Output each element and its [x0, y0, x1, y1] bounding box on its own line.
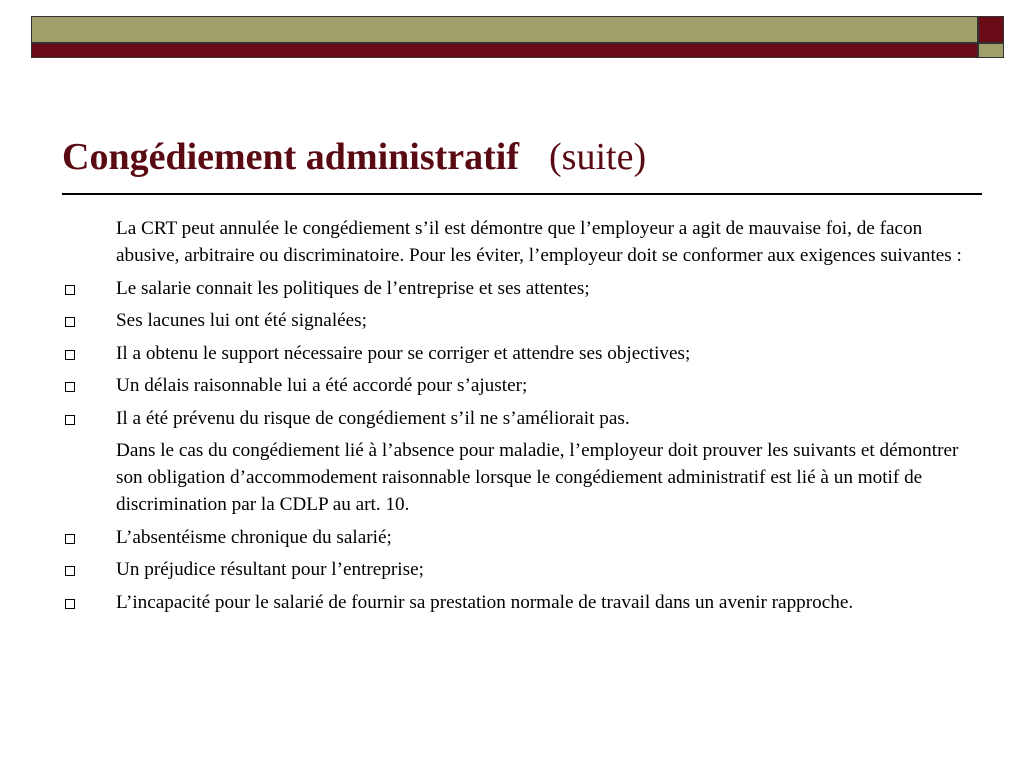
- bullet-item: [60, 275, 965, 302]
- header-maroon-bar: [31, 43, 978, 58]
- paragraph-item: [60, 437, 965, 518]
- item-text: Ses lacunes lui ont été signalées;: [116, 310, 367, 331]
- bullet-item: [60, 556, 965, 583]
- hollow-square-bullet-icon: [65, 534, 75, 544]
- title-divider: [62, 193, 982, 195]
- slide-title-main: Congédiement administratif: [62, 136, 520, 178]
- bullet-item: [60, 589, 965, 616]
- bullet-item: [60, 307, 965, 334]
- item-text: Un préjudice résultant pour l’entreprise;: [116, 559, 424, 580]
- hollow-square-bullet-icon: [65, 285, 75, 295]
- bullet-item: [60, 372, 965, 399]
- item-text: Un délais raisonnable lui a été accordé pour s’ajuster;: [116, 375, 528, 396]
- hollow-square-bullet-icon: [65, 317, 75, 327]
- item-text: Il a été prévenu du risque de congédiement s’il ne s’améliorait pas.: [116, 407, 630, 429]
- item-text: Le salarie connait les politiques de l’entreprise et ses attentes;: [116, 277, 590, 299]
- hollow-square-bullet-icon: [65, 382, 75, 392]
- bullet-item: [60, 405, 965, 432]
- header-olive-bar: [31, 16, 978, 43]
- header-olive-square: [978, 43, 1004, 58]
- item-text: L’incapacité pour le salarié de fournir sa prestation normale de travail dans un avenir rapproche.: [116, 591, 854, 613]
- hollow-square-bullet-icon: [65, 599, 75, 609]
- header-maroon-square: [978, 16, 1004, 43]
- item-text: Il a obtenu le support nécessaire pour se corriger et attendre ses objectives;: [116, 342, 691, 364]
- item-text: L’absentéisme chronique du salarié;: [116, 526, 392, 548]
- hollow-square-bullet-icon: [65, 566, 75, 576]
- slide-title: [62, 134, 646, 180]
- item-text: La CRT peut annulée le congédiement s’il est démontre que l’employeur a agit de mauvaise foi, de facon abusive, arbitraire ou discriminatoire. Pour les éviter, l’employeur doit se conformer aux exigences suivantes :: [116, 218, 962, 266]
- paragraph-item: [60, 215, 965, 269]
- bullet-item: [60, 340, 965, 367]
- slide-body: [60, 215, 965, 621]
- bullet-item: [60, 524, 965, 551]
- hollow-square-bullet-icon: [65, 350, 75, 360]
- slide-title-suffix: (suite): [549, 136, 647, 178]
- hollow-square-bullet-icon: [65, 415, 75, 425]
- item-text: Dans le cas du congédiement lié à l’absence pour maladie, l’employeur doit prouver les suivants et démontrer son obligation d’accommodement raisonnable lorsque le congédiement administratif est lié à un motif de discrimination par la CDLP au art. 10.: [116, 440, 959, 515]
